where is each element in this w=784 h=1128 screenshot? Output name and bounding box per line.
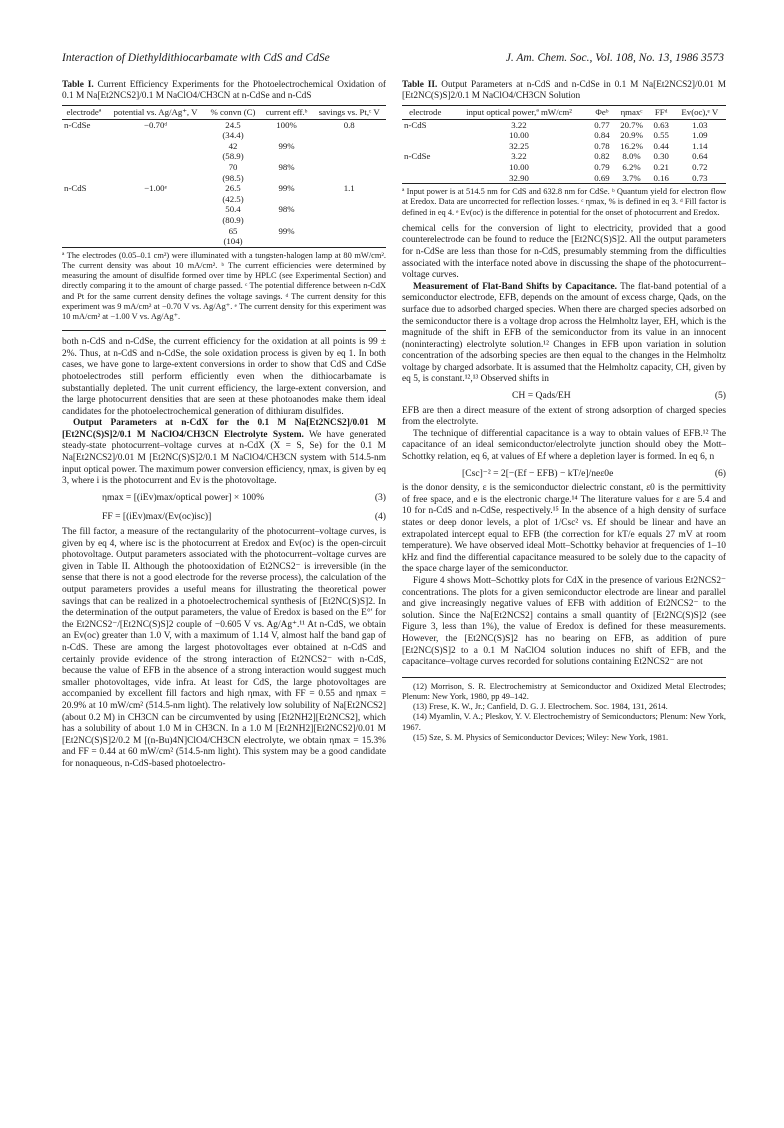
table-row (62, 183, 386, 194)
table-cell: 32.90 (449, 173, 590, 184)
reference-item: (13) Frese, K. W., Jr.; Canfield, D. G. J. Electrochem. Soc. 1984, 131, 2614. (413, 702, 668, 712)
table-cell (106, 215, 206, 226)
table-cell (312, 173, 386, 184)
table-cell (312, 204, 386, 215)
equation-3 (62, 488, 386, 508)
table-cell (106, 236, 206, 247)
table-cell: 99% (278, 183, 295, 194)
table-cell (261, 173, 313, 184)
table1 (62, 105, 386, 248)
header-journal: J. Am. Chem. Soc., Vol. 108, No. 13, 1986 3573 (505, 52, 724, 64)
table-row (62, 151, 386, 162)
table-row (62, 130, 386, 141)
table2-caption-text: Output Parameters at n-CdS and n-CdSe in 0.1 M Na[Et2NCS2]/0.01 M [Et2NC(S)S]2/0.1 M NaClO4/CH3CN Solution (402, 80, 727, 101)
column-header: Φeᵇ (590, 106, 615, 120)
table-cell: 0.82 (594, 151, 610, 162)
right-column (402, 80, 726, 743)
table-cell (62, 236, 106, 247)
table-cell (402, 162, 449, 173)
column-header: ηmaxᶜ (614, 106, 648, 120)
table-cell (312, 141, 386, 152)
table-cell (62, 194, 106, 205)
section-heading: Measurement of Flat-Band Shifts by Capacitance. (413, 281, 618, 292)
table-row (62, 236, 386, 247)
table-cell (312, 194, 386, 205)
equation-number: (5) (714, 390, 726, 402)
table-cell: 0.77 (594, 119, 610, 130)
equation-6 (402, 464, 726, 484)
references (402, 677, 726, 743)
table-cell (312, 151, 386, 162)
table-cell: 99% (278, 140, 295, 151)
paragraph-text: We have generated steady-state photocurrent–voltage curves at n-CdX (X = S, Se) for the 0.1 M Na[Et2NCS2]/0.01 M [Et2NC(S)S]2/0.1 M NaClO4/CH3CN system with 514.5-nm input optical power. The maximum power conversion efficiency, ηmax, is given by eq 3, where i is the photocurrent and Ev is the photovoltage. (62, 429, 386, 487)
body-paragraph: The fill factor, a measure of the rectangularity of the photocurrent–voltage curves, is given by eq 4, where isc is the photocurrent at Eredox and Ev(oc) is the open-circuit photovoltage. Output parameters associated with the photocurrent–voltage curves are given in Table II. Although the photooxidation of Et2NCS2⁻ is irreversible (in the sense that there is not a good electrode for the reverse process), the calculation of the output parameters provides a useful means for illustrating the theoretical power savings that can be realized in a photoelectrochemical synthesis of [Et2NC(S)S]2. In the determination of the output parameters, the value of Eredox is based on the E°′ for the Et2NCS2⁻/[Et2NC(S)S]2 couple of −0.605 V vs. Ag/Ag⁺.¹¹ At n-CdS, we obtain an Ev(oc) greater than 1.0 V, with a maximum of 1.14 V, almost half the band gap of n-CdS. These are among the largest photovoltages ever obtained at n-CdS and certainly provide evidence of the strong interaction of Et2NCS2⁻ with n-CdS, because the value of EFB in the absence of a strong interaction would suggest much smaller photovoltages, vide infra. At least for CdS, the large photovoltages are accompanied by excellent fill factors and high ηmax, with FF = 0.55 and ηmax = 20.9% at 10 mW/cm² (514.5-nm light). The relatively low solubility of Na[Et2NCS2] (about 0.2 M) in CH3CN can be circumvented by using [Et2NH2][Et2NCS2], which has a solubility of about 1.0 M in CH3CN. In a 1.0 M [Et2NH2][Et2NCS2]/0.01 M [Et2NC(S)S]2/0.2 M [(n-Bu)4N]ClO4/CH3CN electrolyte, we obtain ηmax = 15.3% and FF = 0.44 at 60 mW/cm² (514.5-nm light). This system may be a good candidate for nonaqueous, n-CdS-based photoelectro- (62, 527, 386, 769)
table-cell: 98% (278, 204, 295, 215)
table-cell (261, 215, 313, 226)
table-row (402, 130, 726, 141)
table-cell: 3.22 (511, 151, 527, 162)
table-row (402, 173, 726, 184)
table-cell: −0.70ᵈ (143, 119, 168, 130)
table-cell: 10.00 (509, 130, 529, 141)
table-cell: 0.8 (343, 119, 355, 130)
table-cell (106, 204, 206, 215)
column-header: current eff.ᵇ (261, 106, 313, 120)
table-cell: 0.78 (594, 140, 610, 151)
table-cell (62, 226, 106, 237)
table2-caption (402, 80, 726, 102)
table-cell: 1.14 (692, 140, 708, 151)
table-cell (62, 162, 106, 173)
column-header: savings vs. Pt,ᶜ V (312, 106, 386, 120)
table1-caption (62, 80, 386, 102)
table-cell: (104) (205, 236, 260, 247)
table-cell (261, 194, 313, 205)
table-cell (62, 130, 106, 141)
body-paragraph: The technique of differential capacitance is a way to obtain values of EFB.¹² The capacitance of an ideal semiconductor/electrolyte junction should obey the Mott–Schottky relation, eq 6, at values of Ef where a depletion layer is formed. In eq 6, n (402, 428, 726, 463)
table-row (62, 119, 386, 130)
body-paragraph: is the donor density, ε is the semiconductor dielectric constant, ε0 is the permittivity of free space, and e is the electronic charge.¹⁴ The literature values for ε are 5.4 and 10 for n-CdS and n-CdSe, respectively.¹⁵ In the absence of a high density of surface states or deep donor levels, a plot of 1/Csc² vs. Ef should be linear and have an extrapolated intercept equal to EFB (the correction for kT/e equals 27 mV at room temperature). We have observed ideal Mott–Schottky behavior at frequencies of 1–10 kHz and find the differential capacitance measured to be solely due to the capacity of the space charge layer of the semiconductor. (402, 483, 726, 575)
table-cell (261, 130, 313, 141)
table-row (402, 162, 726, 173)
table-cell: 98% (278, 161, 295, 172)
table-row (402, 119, 726, 130)
reference-item: (15) Sze, S. M. Physics of Semiconductor Devices; Wiley: New York, 1981. (413, 732, 669, 742)
reference-item: (12) Morrison, S. R. Electrochemistry at Semiconductor and Oxidized Metal Electrodes; Plenum: New York, 1980, pp 49–142. (402, 681, 726, 701)
equation-text: FF = [(iEv)max/(Ev(oc)isc)] (102, 511, 212, 523)
table-cell: 0.21 (653, 161, 669, 172)
table-cell (312, 215, 386, 226)
equation-5 (402, 386, 726, 406)
table-cell: n-CdS (404, 119, 427, 130)
table-row (402, 141, 726, 152)
table-cell: 0.84 (594, 130, 610, 141)
left-column (62, 80, 386, 771)
table-row (62, 215, 386, 226)
table-cell (62, 141, 106, 152)
table-cell (261, 151, 313, 162)
paragraph-text: The flat-band potential of a semiconductor electrode, EFB, depends on the amount of excess charge, Qads, on the surface due to adsorbed charged species. When there are charged species adsorbed on the semiconductor there is a voltage drop across the Helmholtz layer, EH, which is the magnitude of the shift in EFB of the semiconductor from its value in an innocent (noninteracting) electrolyte solution.¹² Changes in EFB upon variation in solution concentration of the adsorbing species are then equal to the changes in the Helmholtz voltage by charged adsorbate. It is assumed that the Helmholtz capacity, CH, given by eq 5, is constant.¹²,¹³ Observed shifts in (402, 281, 727, 385)
body-paragraph: Figure 4 shows Mott–Schottky plots for CdX in the presence of various Et2NCS2⁻ concentrations. The plots for a given semiconductor electrode are linear and parallel and give increasingly negative values of EFB with addition of Et2NCS2⁻ to the solution. Since the Na[Et2NCS2] contains a small quantity of [Et2NC(S)S]2 (see Figure 3, less than 1%), the value of Eredox is defined for these measurements. However, the [Et2NC(S)S]2 has no bearing on EFB, as addition of pure [Et2NC(S)S]2 to a 0.1 M NaClO4 solution induces no shift of EFB, and the capacitance–voltage curves recorded for solutions containing Et2NCS2⁻ are not (402, 575, 726, 668)
header-title: Interaction of Diethyldithiocarbamate with CdS and CdSe (62, 52, 330, 64)
table-cell: 26.5 (225, 183, 241, 194)
table-cell: 16.2% (620, 140, 643, 151)
table-cell: (98.5) (222, 172, 244, 183)
equation-text: ηmax = [(iEv)max/optical power] × 100% (102, 491, 265, 503)
equation-number: (3) (374, 491, 386, 503)
table-cell: 50.4 (225, 204, 241, 215)
table-cell (62, 151, 106, 162)
table-cell (312, 162, 386, 173)
table-cell (106, 173, 206, 184)
table-cell (402, 141, 449, 152)
table-cell: 42 (228, 140, 238, 151)
table-cell: (34.4) (222, 130, 244, 141)
table-cell: 32.25 (509, 140, 529, 151)
table1-footnote: ª The electrodes (0.05–0.1 cm²) were illuminated with a tungsten-halogen lamp at 80 mW/cm². The current density was about 10 mA/cm². ᵇ The current efficiencies were determined by measuring the amount of disulfide formed over time by HPLC (see Experimental Section) and directly comparing it to the amount of charge passed. ᶜ The potential difference between n-CdX and Pt for the same current density defines the voltage savings. ᵈ The current density for this experiment was 9 mA/cm² at −0.70 V vs. Ag/Ag⁺. ᵉ The current density for this experiment was 10 mA/cm² at −1.00 V vs. Ag/Ag⁺. (62, 250, 386, 321)
column-header: potential vs. Ag/Ag⁺, V (106, 106, 206, 120)
table-cell: 3.22 (511, 119, 527, 130)
equation-number: (6) (714, 467, 726, 479)
column-header: electrode (402, 106, 449, 120)
table-cell: 3.7% (614, 173, 648, 184)
table1-label: Table I. (62, 80, 94, 90)
body-paragraph: both n-CdS and n-CdSe, the current efficiency for the oxidation at all points is 99 ± 2%. Thus, at n-CdS and n-CdSe, the sole oxidation process is given by eq 1. In both cases, we have gone to large-extent conversions in order to show that CdS and CdSe photoelectrodes still perform efficiently even when the dithiocarbamate is substantially depleted. The unit current efficiency, the large-extent conversion, and the large photocurrent densities that are seen at these photoanodes make them ideal candidates for the photoelectrochemical generation of dithiuram disulfides. (62, 337, 386, 417)
table-cell: (58.9) (222, 151, 244, 162)
table-cell (402, 173, 449, 184)
column-header: electrodeª (62, 106, 106, 120)
equation-text: [Csc]⁻² = 2[−(Ef − EFB) − kT/e]/neε0e (462, 467, 614, 479)
table-cell: 0.16 (649, 173, 674, 184)
table-cell: 0.30 (653, 151, 669, 162)
table-cell (312, 236, 386, 247)
column-header: Ev(oc),ᵉ V (674, 106, 726, 120)
table-cell (106, 151, 206, 162)
table-cell: 0.79 (594, 161, 610, 172)
table-row (62, 162, 386, 173)
table-cell: n-CdSe (64, 119, 91, 130)
table-cell: 0.72 (692, 161, 708, 172)
table2-label: Table II. (402, 80, 438, 90)
table-cell: 24.5 (225, 119, 241, 130)
table-cell: 0.55 (653, 130, 669, 141)
table-cell (106, 162, 206, 173)
table-cell: 1.09 (692, 130, 708, 141)
table-cell: 70 (228, 161, 238, 172)
table-row (62, 226, 386, 237)
table-cell: 20.9% (620, 130, 643, 141)
table-cell (62, 215, 106, 226)
equation-text: CH = Qads/EH (512, 390, 571, 402)
table-cell (62, 204, 106, 215)
table-cell: 1.1 (343, 183, 355, 194)
table-cell: (42.5) (222, 193, 244, 204)
table-cell (312, 130, 386, 141)
table-cell (62, 173, 106, 184)
table-cell: n-CdS (64, 183, 87, 194)
table-cell: 0.64 (692, 151, 708, 162)
table-cell: 1.03 (692, 119, 708, 130)
table-cell (106, 226, 206, 237)
body-paragraph (402, 282, 726, 386)
table-row (62, 173, 386, 184)
table-cell: 0.73 (674, 173, 726, 184)
table2 (402, 105, 726, 184)
table2-footnote: ª Input power is at 514.5 nm for CdS and 632.8 nm for CdSe. ᵇ Quantum yield for electron flow at Eredox. Data are uncorrected for reflection losses. ᶜ ηmax, % is defined in eq 3. ᵈ Fill factor is defined in eq 4. ᵉ Ev(oc) is the difference in potential for the onset of photocurrent and Eredox. (402, 187, 726, 217)
column-header: input optical power,ª mW/cm² (449, 106, 590, 120)
running-header (62, 52, 724, 64)
table-cell: 8.0% (622, 151, 641, 162)
equation-number: (4) (374, 511, 386, 523)
table-cell: n-CdSe (404, 151, 431, 162)
equation-4 (62, 507, 386, 527)
table-cell (106, 130, 206, 141)
column-header: % convn (C) (205, 106, 260, 120)
column-header: FFᵈ (649, 106, 674, 120)
table-row (62, 204, 386, 215)
body-paragraph (62, 418, 386, 488)
table-cell: 20.7% (620, 119, 643, 130)
table-cell (312, 226, 386, 237)
table-cell: 10.00 (509, 161, 529, 172)
reference-item: (14) Myamlin, V. A.; Pleskov, Y. V. Electrochemistry of Semiconductors; Plenum: New York, 1967. (402, 712, 726, 732)
table-row (62, 141, 386, 152)
table1-caption-text: Current Efficiency Experiments for the Photoelectrochemical Oxidation of 0.1 M Na[Et2NCS2]/0.1 M NaClO4/CH3CN at n-CdSe and n-CdS (62, 80, 386, 101)
table-cell: 99% (278, 225, 295, 236)
table-row (62, 194, 386, 205)
table-row (402, 151, 726, 162)
table-cell (261, 236, 313, 247)
body-paragraph: EFB are then a direct measure of the extent of strong adsorption of charged species from the electrolyte. (402, 405, 726, 428)
table-cell (106, 194, 206, 205)
table-cell: 100% (276, 119, 297, 130)
table-cell: 65 (228, 225, 238, 236)
section-heading: Output Parameters at n-CdX for the 0.1 M Na[Et2NCS2]/0.01 M [Et2NC(S)S]2/0.1 M NaClO4/CH3CN Electrolyte System. (62, 418, 386, 440)
table-cell: (80.9) (222, 214, 244, 225)
table-cell: 0.63 (653, 119, 669, 130)
table-cell (106, 141, 206, 152)
table-cell: −1.00ᵉ (144, 183, 167, 194)
table-cell: 0.44 (653, 140, 669, 151)
table-cell: 6.2% (622, 161, 641, 172)
table-cell: 0.69 (590, 173, 615, 184)
body-paragraph: chemical cells for the conversion of light to electricity, provided that a good counterelectrode can be found to reduce the [Et2NC(S)S]2. All the output parameters for n-CdSe are less than those for n-CdS, presumably stemming from the difficulties associated with the interface noted above in discussing the shape of the photocurrent–voltage curves. (402, 223, 726, 281)
table-cell (402, 130, 449, 141)
